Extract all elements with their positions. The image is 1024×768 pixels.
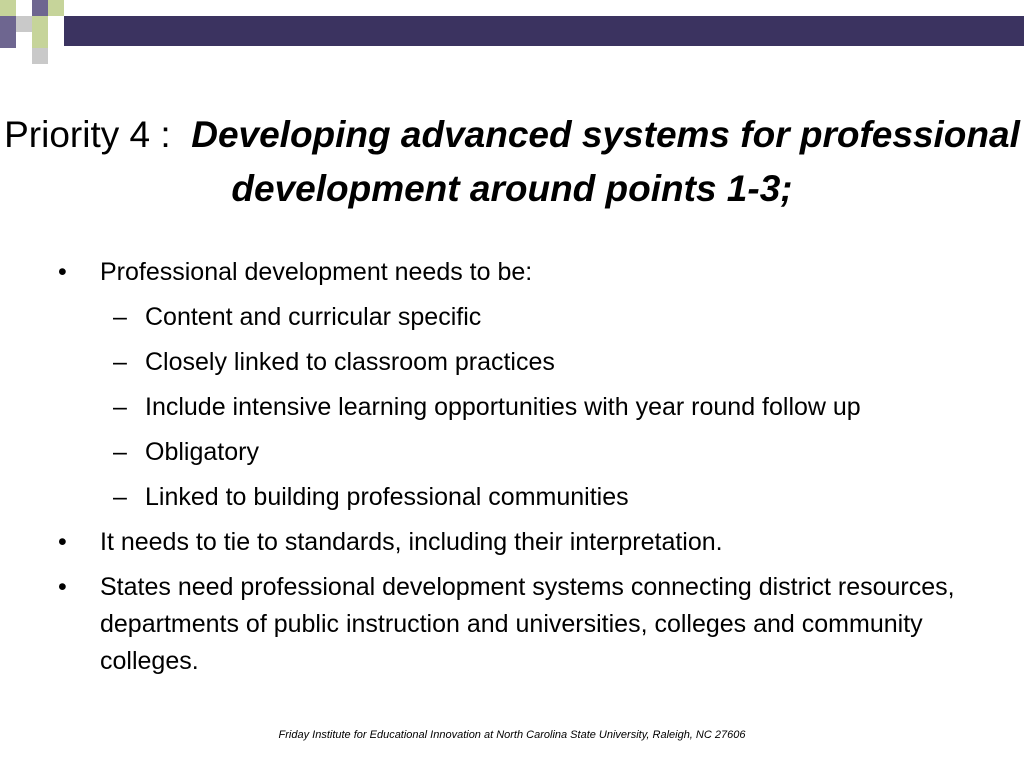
title-prefix: Priority 4 :	[4, 114, 192, 155]
dash-marker: –	[113, 393, 127, 421]
bullet-marker: •	[58, 258, 67, 286]
deco-square	[48, 0, 64, 16]
bullet-marker: •	[58, 573, 67, 601]
list-item-text: Include intensive learning opportunities with year round follow up	[145, 393, 861, 421]
list-item-text: It needs to tie to standards, including their interpretation.	[100, 528, 723, 556]
list-item	[58, 344, 958, 381]
list-item	[58, 299, 958, 336]
deco-square	[0, 32, 16, 48]
deco-square	[16, 32, 32, 48]
footer-text: Friday Institute for Educational Innovation at North Carolina State University, Raleigh, NC 27606	[278, 729, 746, 741]
deco-square	[0, 0, 16, 16]
deco-square	[32, 32, 48, 48]
list-item	[58, 479, 958, 516]
deco-square	[16, 16, 32, 32]
list-item-text: Linked to building professional communities	[145, 483, 629, 511]
bullet-list	[58, 254, 958, 688]
list-item-text: Professional development needs to be:	[100, 258, 533, 286]
deco-square	[48, 16, 64, 32]
list-item-text: Content and curricular specific	[145, 303, 482, 331]
top-bar	[64, 16, 1024, 46]
list-item-text: Closely linked to classroom practices	[145, 348, 555, 376]
list-item-text: Obligatory	[145, 438, 259, 466]
dash-marker: –	[113, 303, 127, 331]
dash-marker: –	[113, 348, 127, 376]
list-item	[58, 434, 958, 471]
dash-marker: –	[113, 483, 127, 511]
deco-square	[0, 16, 16, 32]
list-item	[58, 254, 958, 291]
dash-marker: –	[113, 438, 127, 466]
list-item	[58, 569, 958, 680]
deco-square	[32, 48, 48, 64]
title-emphasis: Developing advanced systems for professional development around points 1-3;	[191, 114, 1020, 209]
deco-square	[16, 0, 32, 16]
bullet-marker: •	[58, 528, 67, 556]
deco-square	[32, 0, 48, 16]
list-item	[58, 524, 958, 561]
list-item-text: States need professional development systems connecting district resources, departments of public instruction and universities, colleges and community colleges.	[100, 573, 955, 675]
deco-square	[32, 16, 48, 32]
list-item	[58, 389, 958, 426]
slide-title	[0, 108, 1024, 216]
